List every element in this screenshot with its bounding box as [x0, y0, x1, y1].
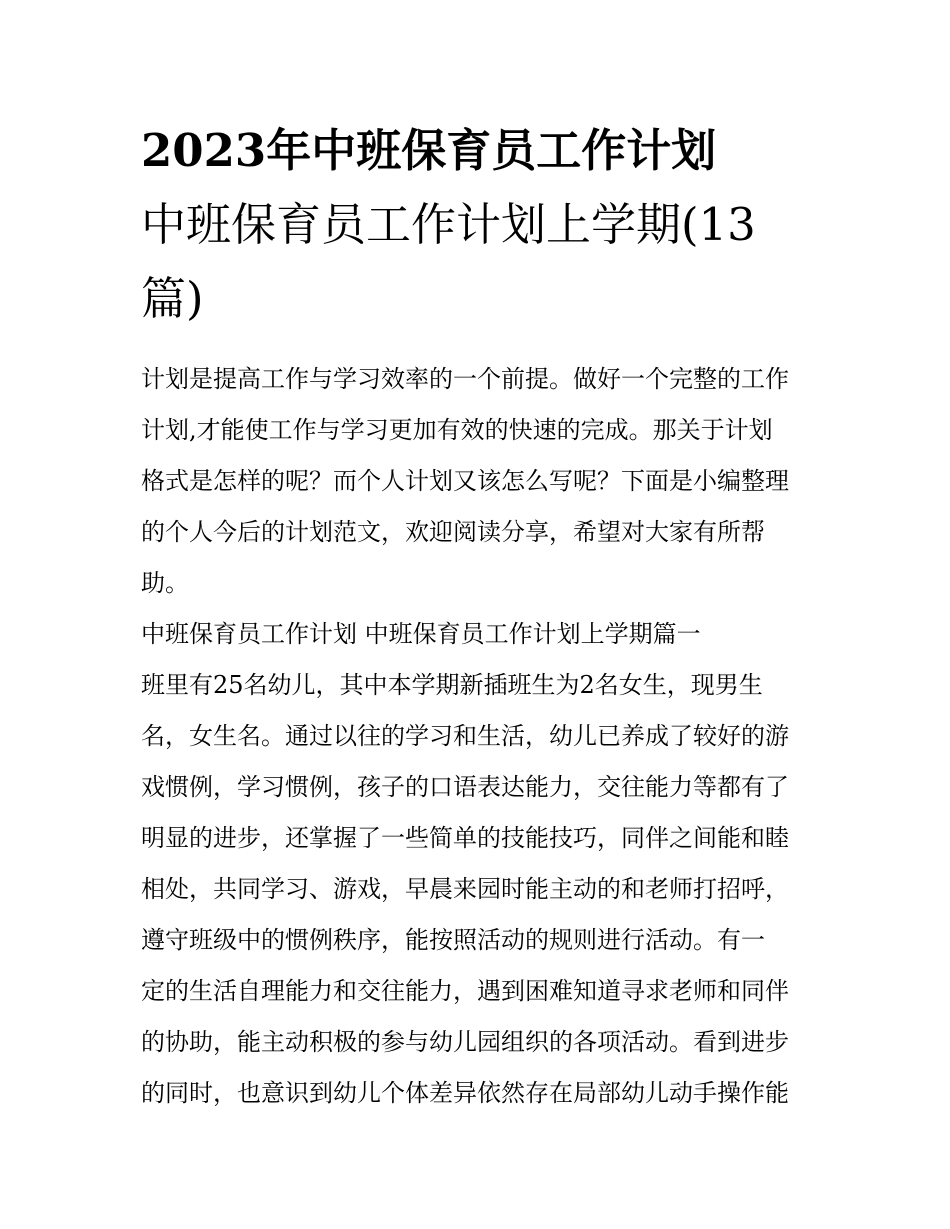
section-line: 的协助，能主动积极的参与幼儿园组织的各项活动。看到进步 [141, 1028, 789, 1056]
section-line: 班里有25名幼儿，其中本学期新插班生为2名女生，现男生 [141, 671, 763, 699]
section-line: 相处，共同学习、游戏，早晨来园时能主动的和老师打招呼， [141, 875, 789, 903]
document-title [141, 114, 821, 336]
section-line: 明显的进步，还掌握了一些简单的技能技巧，同伴之间能和睦 [141, 824, 789, 852]
intro-line: 助。 [141, 569, 189, 597]
section-line: 的同时，也意识到幼儿个体差异依然存在局部幼儿动手操作能 [141, 1079, 789, 1107]
document-body [141, 354, 821, 1119]
section-line: 名，女生名。通过以往的学习和生活，幼儿已养成了较好的游 [141, 722, 789, 750]
title-line-2: 中班保育员工作计划上学期(13 [141, 198, 756, 251]
title-line-1: 2023年中班保育员工作计划 [141, 124, 717, 177]
title-line-3: 篇) [141, 272, 204, 325]
intro-line: 的个人今后的计划范文，欢迎阅读分享，希望对大家有所帮 [141, 518, 765, 546]
section-line: 定的生活自理能力和交往能力，遇到困难知道寻求老师和同伴 [141, 977, 789, 1005]
intro-line: 计划是提高工作与学习效率的一个前提。做好一个完整的工作 [141, 365, 789, 393]
section-heading: 中班保育员工作计划 中班保育员工作计划上学期篇一 [141, 620, 701, 648]
section-line: 戏惯例，学习惯例，孩子的口语表达能力，交往能力等都有了 [141, 773, 789, 801]
intro-line: 计划,才能使工作与学习更加有效的快速的完成。那关于计划 [141, 416, 773, 444]
section-line: 遵守班级中的惯例秩序，能按照活动的规则进行活动。有一 [141, 926, 765, 954]
intro-line: 格式是怎样的呢？而个人计划又该怎么写呢？下面是小编整理 [141, 467, 789, 495]
